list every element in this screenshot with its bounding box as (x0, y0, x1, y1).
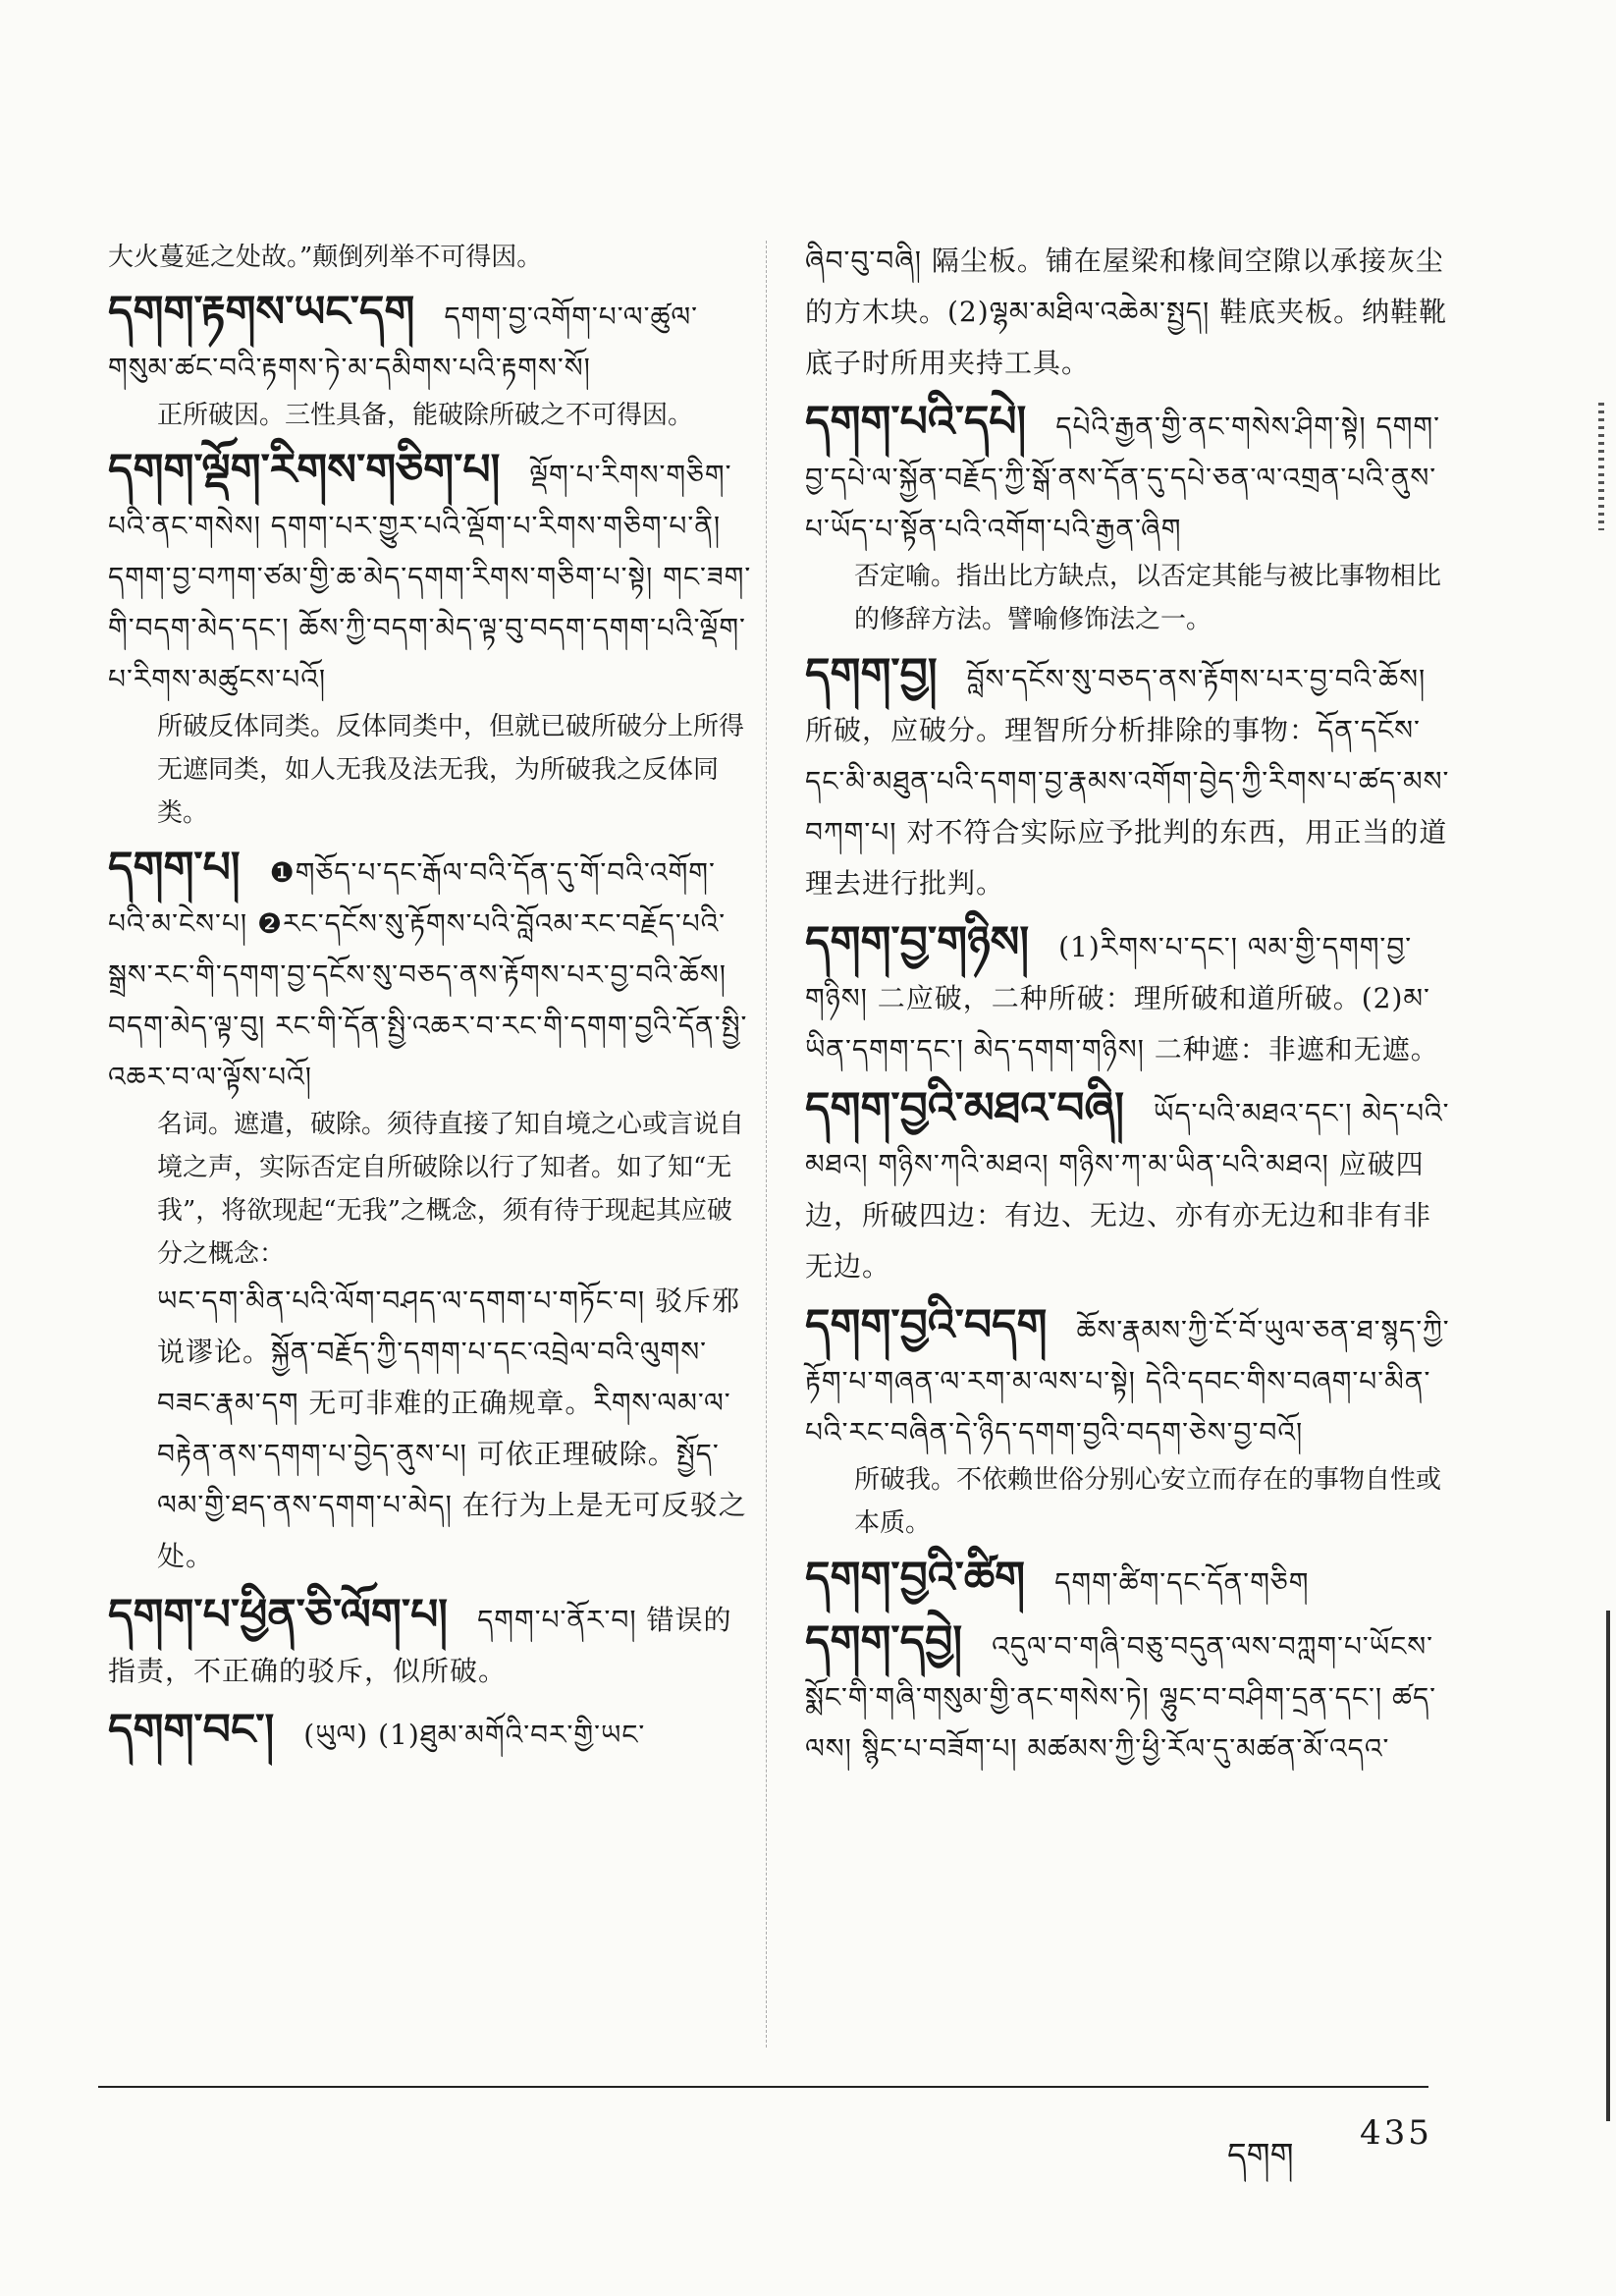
entry-tibetan: དཔེའི་རྒྱན་གྱི་ནང་གསེས་ཤིག་སྟེ། དགག་བྱ་དཔེ་ལ་སྐྱོན་བརྗོད་ཀྱི་སྒོ་ནས་དོན་དུ་དཔེ་ཅན་ལ་འགྲན་པའི་ནུས་པ་ཡོད་པ་སྟོན་པའི་འགོག་པའི་རྒྱན་ཞིག (805, 410, 1440, 545)
dictionary-entry (805, 1551, 1453, 1609)
headword: དགག་རྟགས་ཡང་དག (108, 287, 415, 337)
entry-continuation (108, 236, 756, 279)
entry-tibetan: དགག་པ་ནོར་བ། 错误的指责，不正确的驳斥，似所破。 (108, 1604, 732, 1687)
entry-examples: ཡང་དག་མིན་པའི་ལོག་བཤད་ལ་དགག་པ་གཏོང་བ། 驳斥邪说谬论。སྐྱོན་བརྗོད་ཀྱི་དགག་པ་དང་འབྲེལ་བའི་ལུགས་བཟང་རྣམ་དག 无可非难的正确规章。རིགས་ལམ་ལ་བརྟེན་ནས་དགག་པ་བྱེད་ནུས་པ། 可依正理破除。སྤྱོད་ལམ་གྱི་ཐད་ནས་དགག་པ་མེད། 在行为上是无可反驳之处。 (157, 1285, 747, 1572)
scan-edge-bar (1606, 1611, 1610, 2121)
entry-tibetan: དགག་ཚིག་དང་དོན་གཅིག (1054, 1566, 1310, 1599)
column-divider (766, 241, 767, 2048)
entry-tibetan: འདུལ་བ་གཞི་བཅུ་བདུན་ལས་བཀླག་པ་ཡོངས་སྨོང་གི་གཞི་གསུམ་གྱི་ནང་གསེས་ཏེ། ལྷུང་བ་བཤིག་དྲན་དང་། ཚད་ལས། སྙིང་པ་བཟོག་པ། མཚམས་ཀྱི་ཕྱི་རོལ་དུ་མཚན་མོ་འདའ་ (805, 1630, 1437, 1765)
right-column (805, 236, 1453, 1780)
dictionary-entry (805, 1614, 1453, 1775)
headword: དགག་བང་། (108, 1705, 275, 1755)
headword: དགག་བྱ། (805, 649, 938, 699)
entry-chinese: 正所破因。三性具备，能破除所破之不可得因。 (157, 401, 694, 430)
scan-edge-marks (1598, 403, 1604, 530)
headword: དགག་པ། (108, 843, 241, 893)
headword: དགག་པ་ཕྱིན་ཅི་ལོག་པ། (108, 1590, 449, 1640)
dictionary-entry (108, 841, 756, 1582)
dictionary-entry (805, 647, 1453, 909)
page-number: 435 (1360, 2113, 1432, 2153)
entry-tibetan: (1)རིགས་པ་དང་། ལམ་གྱི་དགག་བྱ་གཉིས། 二应破，二种所破：理所破和道所破。(2)མ་ཡིན་དགག་དང་། མེད་དགག་གཉིས། 二种遮：非遮和无遮。 (805, 931, 1439, 1066)
entry-tibetan: ཆོས་རྣམས་ཀྱི་ངོ་བོ་ཡུལ་ཅན་ཐ་སྙད་ཀྱི་རྟོག་པ་གཞན་ལ་རག་མ་ལས་པ་སྟེ། དེའི་དབང་གིས་བཞག་པ་མིན་པའི་རང་བཞིན་དེ་ཉིད་དགག་བྱའི་བདག་ཅེས་བྱ་བའོ། (805, 1314, 1450, 1449)
entry-tibetan: ❶གཅོད་པ་དང་རྒོལ་བའི་དོན་དུ་གོ་བའི་འགོག་པའི་མ་ངེས་པ། ❷རང་དངོས་སུ་རྟོགས་པའི་བློའམ་རང་བརྗོད་པའི་སྒྲས་རང་གི་དགག་བྱ་དངོས་སུ་བཅད་ནས་རྟོགས་པར་བྱ་བའི་ཆོས། བདག་མེད་ལྟ་བུ། རང་གི་དོན་སྤྱི་འཆར་བ་རང་གི་དགག་བྱའི་དོན་སྤྱི་འཆར་བ་ལ་ལྟོས་པའོ། (108, 856, 748, 1093)
headword: དགག་དབྱེ། (805, 1616, 963, 1667)
headword: དགག་བྱ་གཉིས། (805, 917, 1030, 967)
dictionary-entry (805, 1298, 1453, 1545)
headword: དགག་བྱའི་མཐའ་བཞི། (805, 1083, 1125, 1133)
entry-chinese: 否定喻。指出比方缺点，以否定其能与被比事物相比的修辞方法。譬喻修饰法之一。 (854, 562, 1442, 634)
entry-chinese: 所破反体同类。反体同类中，但就已破所破分上所得无遮同类，如人无我及法无我，为所破我之反体同类。 (157, 712, 745, 828)
dictionary-entry (805, 395, 1453, 641)
entry-tibetan: (ཡུལ) (1)ཐུམ་མགོའི་བར་གྱི་ཡང་ (303, 1719, 646, 1751)
entry-tibetan: དགག་བྱ་འགོག་པ་ལ་ཚུལ་གསུམ་ཚང་བའི་རྟགས་ཏེ་མ་དམིགས་པའི་རྟགས་སོ། (108, 301, 699, 384)
left-column (108, 236, 756, 1767)
entry-tibetan: བློས་དངོས་སུ་བཅད་ནས་རྟོགས་པར་བྱ་བའི་ཆོས། 所破，应破分。理智所分析排除的事物：དོན་དངོས་དང་མི་མཐུན་པའི་དགག་བྱ་རྣམས་འགོག་བྱེད་ཀྱི་རིགས་པ་ཚད་མས་བཀག་པ། 对不符合实际应予批判的东西，用正当的道理去进行批判。 (805, 663, 1450, 900)
headword: དགག་བྱའི་བདག (805, 1300, 1048, 1350)
entry-chinese: 所破我。不依赖世俗分别心安立而存在的事物自性或本质。 (854, 1465, 1442, 1538)
dictionary-entry (108, 1703, 756, 1761)
dictionary-entry (108, 1588, 756, 1697)
dictionary-entry (805, 915, 1453, 1075)
headword: དགག་ལྡོག་རིགས་གཅིག་པ། (108, 445, 501, 495)
headword: དགག་བྱའི་ཚིག (805, 1553, 1026, 1603)
entry-tibetan: ལྡོག་པ་རིགས་གཅིག་པའི་ནང་གསེས། དགག་པར་གྱུར་པའི་ལྡོག་པ་རིགས་གཅིག་པ་ནི། དགག་བྱ་བཀག་ཙམ་གྱི་ཆ་མེད་དགག་རིགས་གཅིག་པ་སྟེ། གང་ཟག་གི་བདག་མེད་དང་། ཆོས་ཀྱི་བདག་མེད་ལྟ་བུ་བདག་དགག་པའི་ལྡོག་པ་རིགས་མཚུངས་པའོ། (108, 459, 752, 695)
entry-chinese: 名词。遮遣，破除。须待直接了知自境之心或言说自境之声，实际否定自所破除以行了知者。如了知“无我”，将欲现起“无我”之概念，须有待于现起其应破分之概念： (157, 1110, 745, 1269)
entry-continuation (805, 236, 1453, 389)
entry-text: ཞིབ་བུ་བཞི། 隔尘板。铺在屋梁和椽间空隙以承接灰尘的方木块。(2)ལྷམ་མཐིལ་འཆེམ་སྤྱད། 鞋底夹板。纳鞋靴底子时所用夹持工具。 (805, 245, 1448, 379)
running-header-word: དགག (1227, 2136, 1294, 2175)
footer-rule (98, 2086, 1428, 2088)
dictionary-entry (108, 443, 756, 835)
entry-text: 大火蔓延之处故。”颠倒列举不可得因。 (108, 243, 543, 272)
headword: དགག་པའི་དཔེ། (805, 397, 1027, 447)
dictionary-entry (108, 285, 756, 437)
entry-tibetan: ཡོད་པའི་མཐའ་དང་། མེད་པའི་མཐའ། གཉིས་ཀའི་མཐའ། གཉིས་ཀ་མ་ཡིན་པའི་མཐའ། 应破四边，所破四边：有边、无边、亦有亦无边和非有非无边。 (805, 1097, 1450, 1283)
dictionary-entry (805, 1081, 1453, 1292)
